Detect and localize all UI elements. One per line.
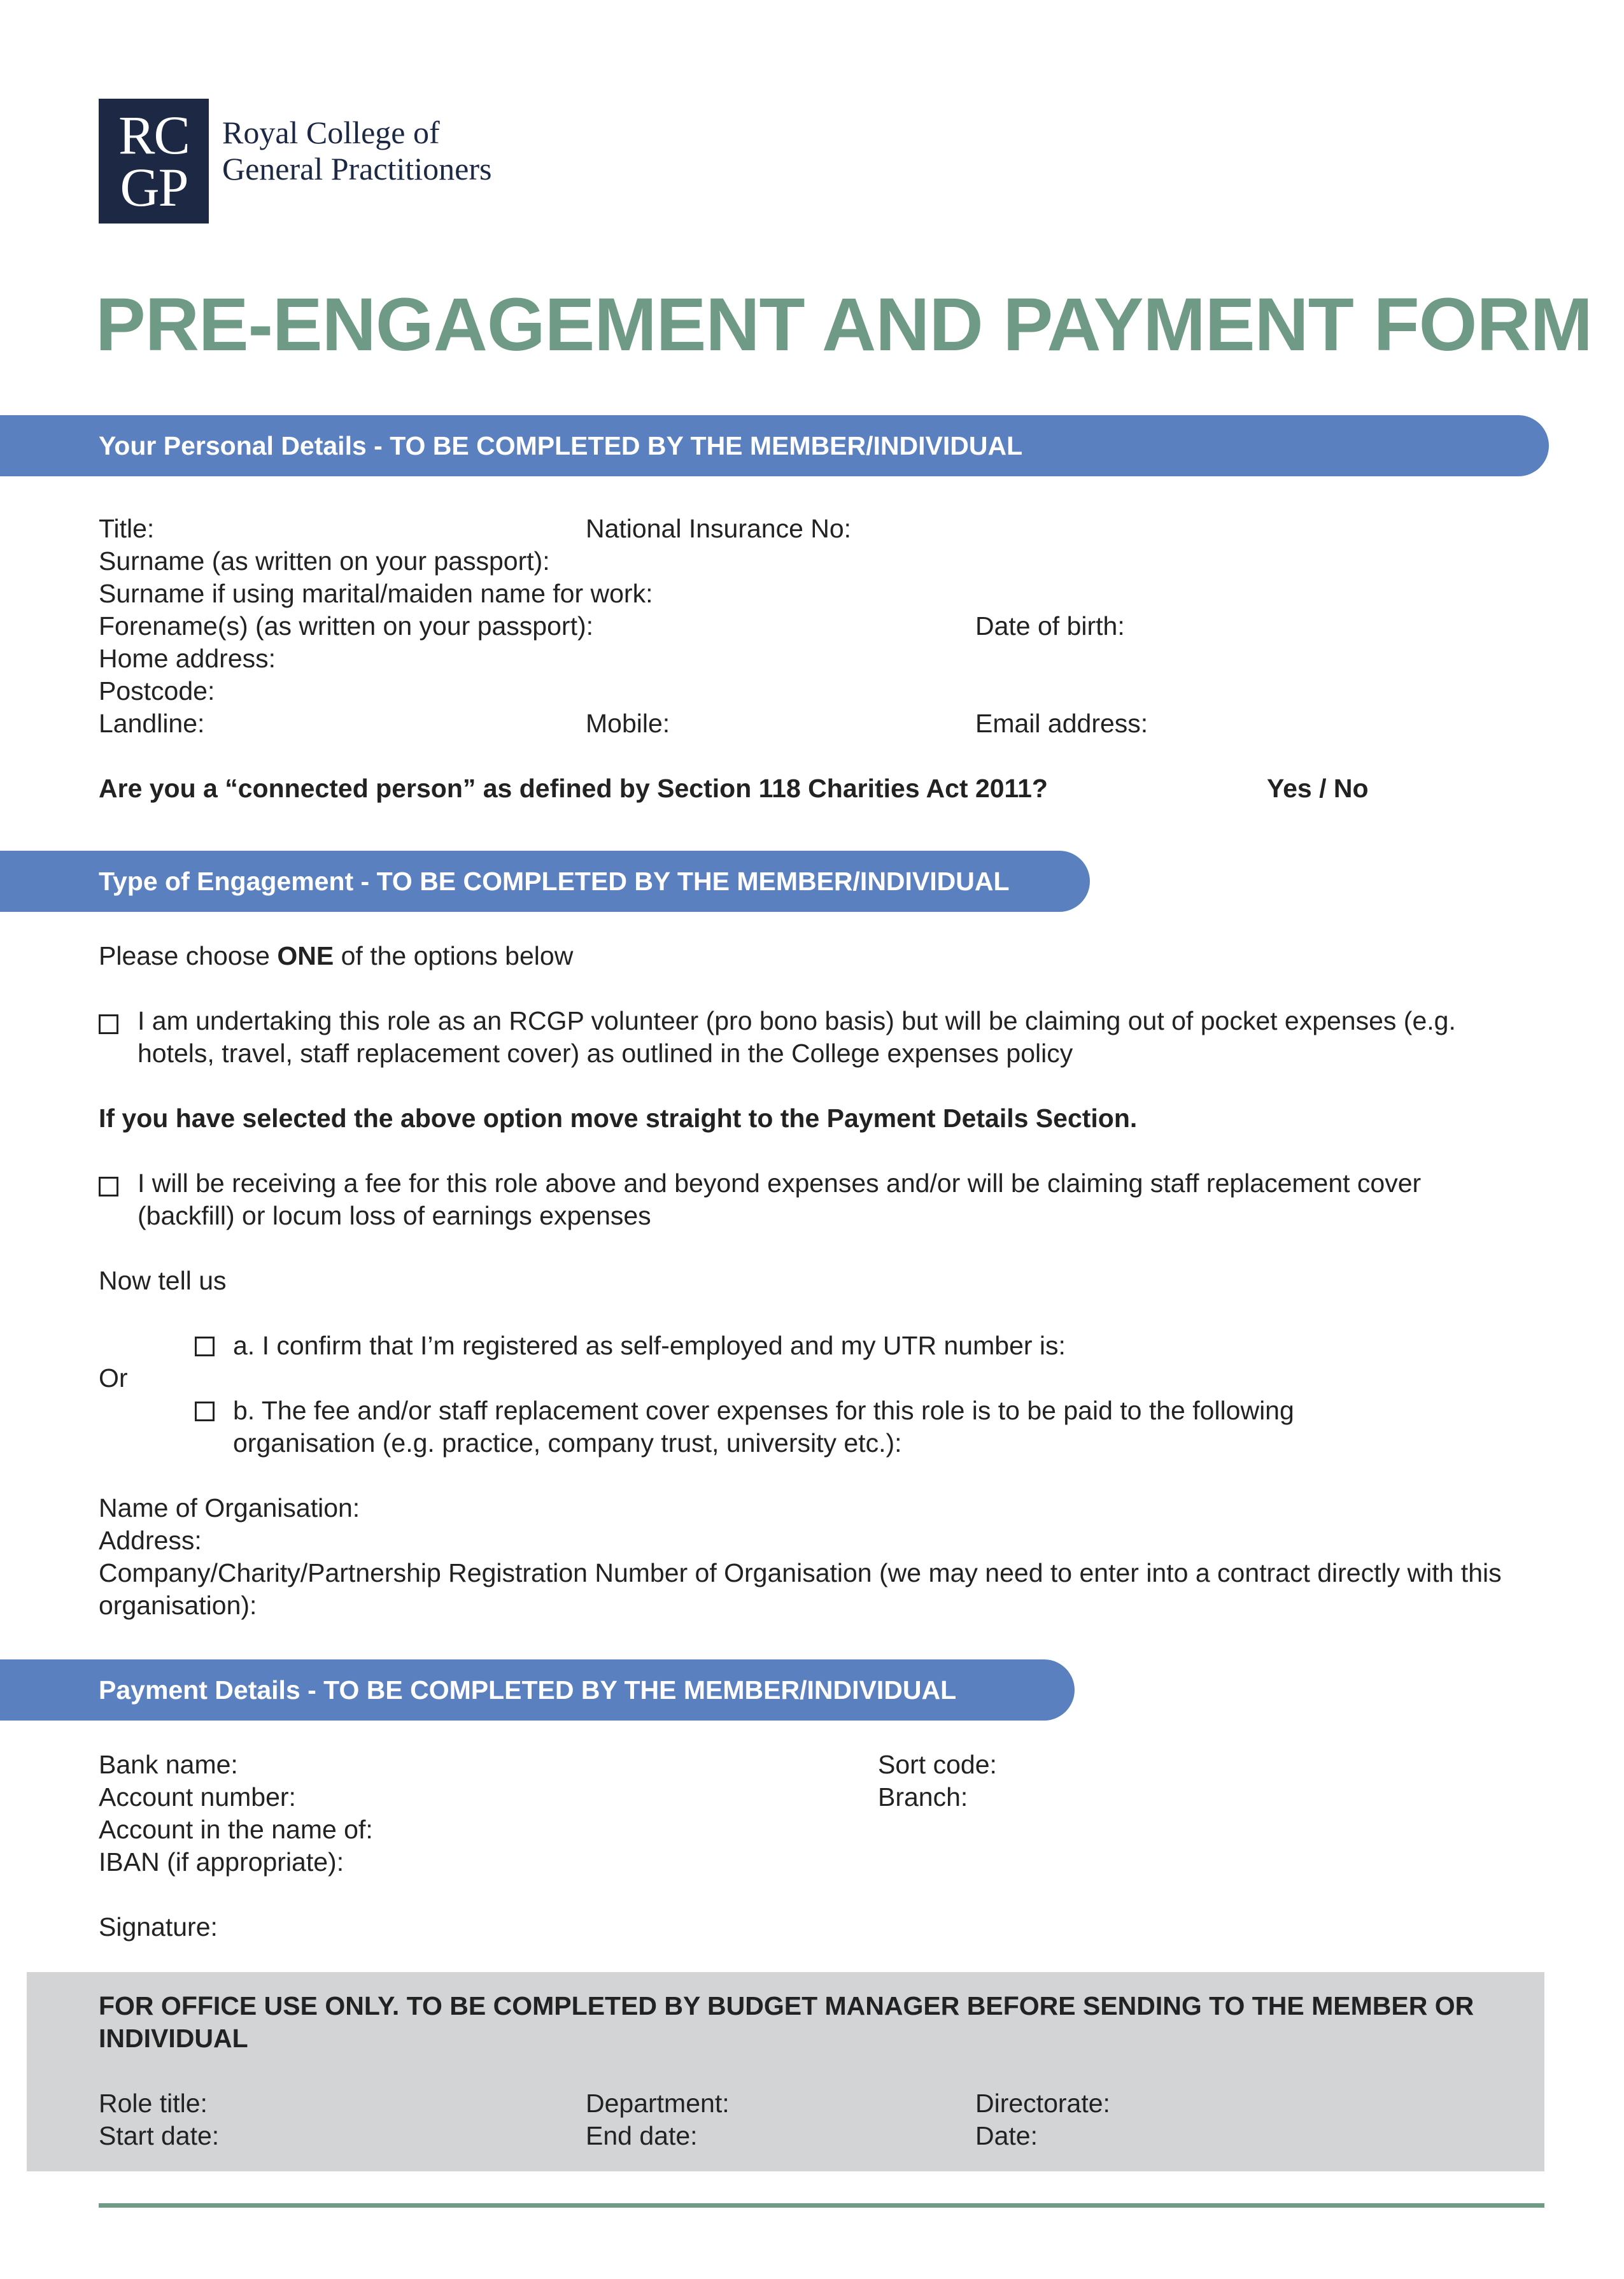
personal-details-header-text: Your Personal Details - TO BE COMPLETED BY THE MEMBER/INDIVIDUAL [99,431,1023,460]
fee-option-line2: (backfill) or locum loss of earnings expenses [138,1201,651,1230]
surname-work-label: Surname if using marital/maiden name for work: [99,579,653,608]
choose-one-emphasis: ONE [277,941,334,970]
personal-details-header [0,415,1549,476]
account-name-label: Account in the name of: [99,1815,373,1844]
organisation-address-label: Address: [99,1526,202,1555]
office-use-header-line2: INDIVIDUAL [99,2024,248,2053]
rcgp-logo-mark [99,99,209,224]
registration-number-line2: organisation): [99,1591,257,1620]
iban-label: IBAN (if appropriate): [99,1847,344,1877]
start-date-label: Start date: [99,2121,220,2150]
connected-person-yes-no[interactable]: Yes / No [1267,774,1369,803]
bank-name-label: Bank name: [99,1750,238,1779]
title-field-label: Title: [99,514,155,543]
organisation-payment-checkbox[interactable] [195,1402,215,1421]
sort-code-label: Sort code: [878,1750,997,1779]
organisation-payment-line2: organisation (e.g. practice, company trust, university etc.): [233,1428,902,1458]
directorate-label: Directorate: [975,2089,1110,2118]
logo-monogram-top: RC [118,104,189,166]
volunteer-option-note: If you have selected the above option move straight to the Payment Details Section. [99,1104,1138,1133]
office-use-header-line1: FOR OFFICE USE ONLY. TO BE COMPLETED BY BUDGET MANAGER BEFORE SENDING TO THE MEMBER OR [99,1991,1474,2020]
email-label: Email address: [975,709,1148,738]
landline-label: Landline: [99,709,205,738]
self-employed-checkbox[interactable] [195,1337,215,1356]
volunteer-option-line2: hotels, travel, staff replacement cover) as outlined in the College expenses policy [138,1039,1073,1068]
connected-person-question: Are you a “connected person” as defined by Section 118 Charities Act 2011? [99,774,1048,803]
payment-details-header [0,1659,1075,1721]
choose-one-instruction [99,940,573,972]
now-tell-us-label: Now tell us [99,1266,227,1295]
surname-label: Surname (as written on your passport): [99,546,550,576]
fee-option-checkbox[interactable] [99,1177,118,1196]
end-date-label: End date: [586,2121,698,2150]
volunteer-option-checkbox[interactable] [99,1014,118,1034]
page-title: PRE-ENGAGEMENT AND PAYMENT FORM [95,283,1592,367]
choose-prefix: Please choose [99,941,278,970]
ni-number-label: National Insurance No: [586,514,852,543]
organisation-name-label: Name of Organisation: [99,1493,360,1523]
engagement-header-text: Type of Engagement - TO BE COMPLETED BY THE MEMBER/INDIVIDUAL [99,867,1010,896]
self-employed-utr-label: a. I confirm that I’m registered as self-employed and my UTR number is: [233,1331,1066,1360]
logo-name-line1: Royal College of [222,115,440,150]
footer-divider [99,2203,1544,2208]
postcode-label: Postcode: [99,676,215,706]
department-label: Department: [586,2089,730,2118]
logo-monogram-bottom: GP [120,157,188,218]
signature-label: Signature: [99,1912,218,1942]
organisation-payment-line1: b. The fee and/or staff replacement cover expenses for this role is to be paid to the following [233,1396,1294,1425]
engagement-header [0,851,1090,912]
or-label: Or [99,1363,128,1393]
home-address-label: Home address: [99,644,276,673]
fee-option-line1: I will be receiving a fee for this role above and beyond expenses and/or will be claiming staff replacement cover [138,1168,1422,1198]
branch-label: Branch: [878,1782,968,1812]
office-date-label: Date: [975,2121,1038,2150]
volunteer-option-line1: I am undertaking this role as an RCGP volunteer (pro bono basis) but will be claiming out of pocket expenses (e.g. [138,1006,1456,1035]
choose-suffix: of the options below [334,941,574,970]
forenames-label: Forename(s) (as written on your passport): [99,611,593,641]
payment-details-header-text: Payment Details - TO BE COMPLETED BY THE MEMBER/INDIVIDUAL [99,1675,957,1705]
registration-number-line1: Company/Charity/Partnership Registration Number of Organisation (we may need to enter into a contract directly with this [99,1558,1502,1587]
mobile-label: Mobile: [586,709,670,738]
dob-label: Date of birth: [975,611,1125,641]
role-title-label: Role title: [99,2089,208,2118]
account-number-label: Account number: [99,1782,296,1812]
logo-name-line2: General Practitioners [222,151,492,187]
